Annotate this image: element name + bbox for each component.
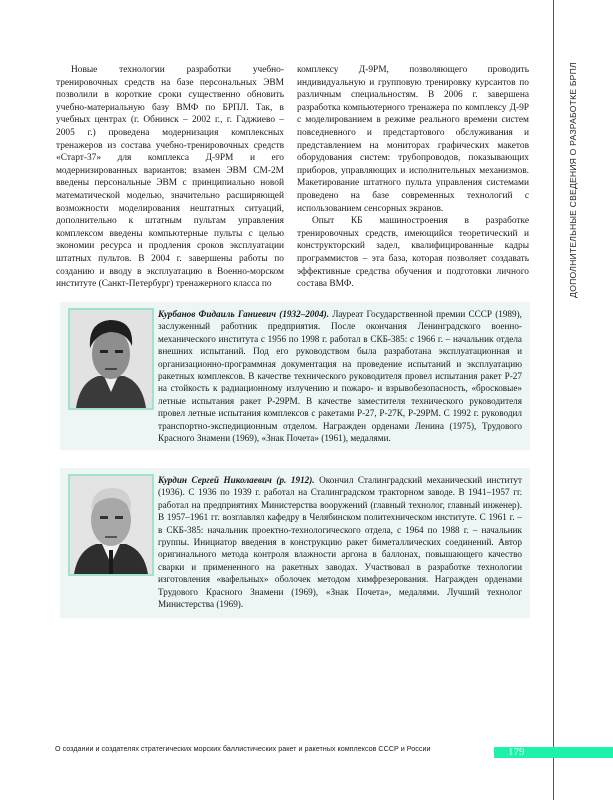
page-number-bar (494, 747, 613, 758)
text-column-left (56, 64, 284, 291)
body-paragraph: Новые технологии разработки учебно-тренировочных средств на базе персональных ЭВМ позволили в короткие сроки существенно обновить учебно-материальную базу ВМФ по БРПЛ. Так, в учебных центрах (г. Обнинск – 2002 г., г. Гаджиево – 2005 г.) проведена модернизация комплексных тренажеров из состава учебно-тренировочных средств «Старт-37» для комплекса Д-9РМ и его модернизированных вариантов: взамен ЭВМ СМ-2М введены персональные ЭВМ с принципиально новой математической моделью, значительно расширяющей возможности моделирования нештатных ситуаций, дополнительно к штатным пультам управления комплексом введены компьютерные пульты с целью экономии ресурса и продления сроков эксплуатации штатных пультов. В 2004 г. завершены работы по созданию и вводу в эксплуатацию в Военно-морском институте (Санкт-Петербург) тренажерного класса по (56, 65, 284, 290)
body-paragraph: Опыт КБ машиностроения в разработке тренировочных средств, имеющийся теоретический и конструкторский задел, квалифицированные кадры программистов – эта база, которая позволяет создавать эффективные средства обучения и подготовки личного состава ВМФ. (297, 216, 529, 290)
biography-text (158, 308, 522, 444)
person-name: Курбанов Фидаиль Ганиевич (1932–2004). (158, 309, 330, 319)
margin-rule (553, 0, 554, 800)
person-name: Курдин Сергей Николаевич (р. 1912). (158, 475, 315, 485)
portrait-photo (68, 474, 154, 576)
biography-text (158, 474, 522, 610)
body-paragraph: комплексу Д-9РМ, позволяющего проводить индивидуальную и групповую тренировку курсантов по различным специальностям. В 2006 г. завершена разработка компьютерного тренажера по комплексу Д-9Р с моделированием в режиме реального времени систем повседневного и предстартового обслуживания и представлением на мониторах графических макетов оборудования систем: трубопроводов, показывающих приборов, управляющих и исполнительных механизмов. Макетирование штатного пульта управления системами проведено на базе современных технологий с использованием сенсорных экранов. (297, 65, 529, 214)
biography-box (60, 468, 530, 618)
biography-body: Лауреат Государственной премии СССР (1989), заслуженный работник предприятия. После окончания Ленинградского военно-механического института с 1956 по 1998 г. работал в СКБ-385: с 1966 г. – начальник отдела внешних испытаний. Под его руководством была разработана эксплуатационная и организационно-программная документация на проведение испытаний и эксплуатацию ракетных комплексов. В качестве технического руководителя провел испытания ракет Р-27 на стойкость к радиационному излучению и пожаро- и взрывобезопасность, «бросковые» летные испытания ракет Р-29РМ. В качестве заместителя технического руководителя провел летные испытания комплексов с ракетами Р-27, Р-27К, Р-29РМ. С 1992 г. руководил транспортно-экспедиционным отделом. Награжден орденами Ленина (1975), Трудового Красного Знамени (1969), «Знак Почета» (1961), медалями. (158, 309, 522, 444)
footer-book-title: О создании и создателях стратегических морских баллистических ракет и ракетных комплексов СССР и России (55, 744, 431, 753)
text-column-right (297, 64, 529, 291)
running-section-title (566, 40, 580, 320)
portrait-photo (68, 308, 154, 410)
portrait-man-icon (70, 310, 152, 408)
section-title-text: ДОПОЛНИТЕЛЬНЫЕ СВЕДЕНИЯ О РАЗРАБОТКЕ БРПЛ (568, 62, 578, 298)
biography-box (60, 302, 530, 450)
page-number: 179 (508, 746, 525, 758)
biography-body: Окончил Сталинградский механический институт (1936). С 1936 по 1939 г. работал на Сталинградском тракторном заводе. В 1941–1957 гг. работал на предприятиях Министерства вооружений (главный технолог, главный инженер). В 1957–1961 гг. возглавлял кафедру в Челябинском политехническом институте. С 1961 г. – в СКБ-385: начальник проектно-технологического отдела, с 1964 по 1988 г. – начальник группы. Инициатор введения в конструкцию ракет биметаллических соединений. Автор оригинального метода контроля влажности аргона в баллонах, повышающего качество сварки и примененного на ракетных заводах. Участвовал в разработке технологии изготовления «вафельных» оболочек методом химфрезерования. Награжден орденами Трудового Красного Знамени (1969), «Знак Почета», медалями. Лучший технолог Министерства (1969). (158, 475, 522, 610)
portrait-man-icon (70, 476, 152, 574)
